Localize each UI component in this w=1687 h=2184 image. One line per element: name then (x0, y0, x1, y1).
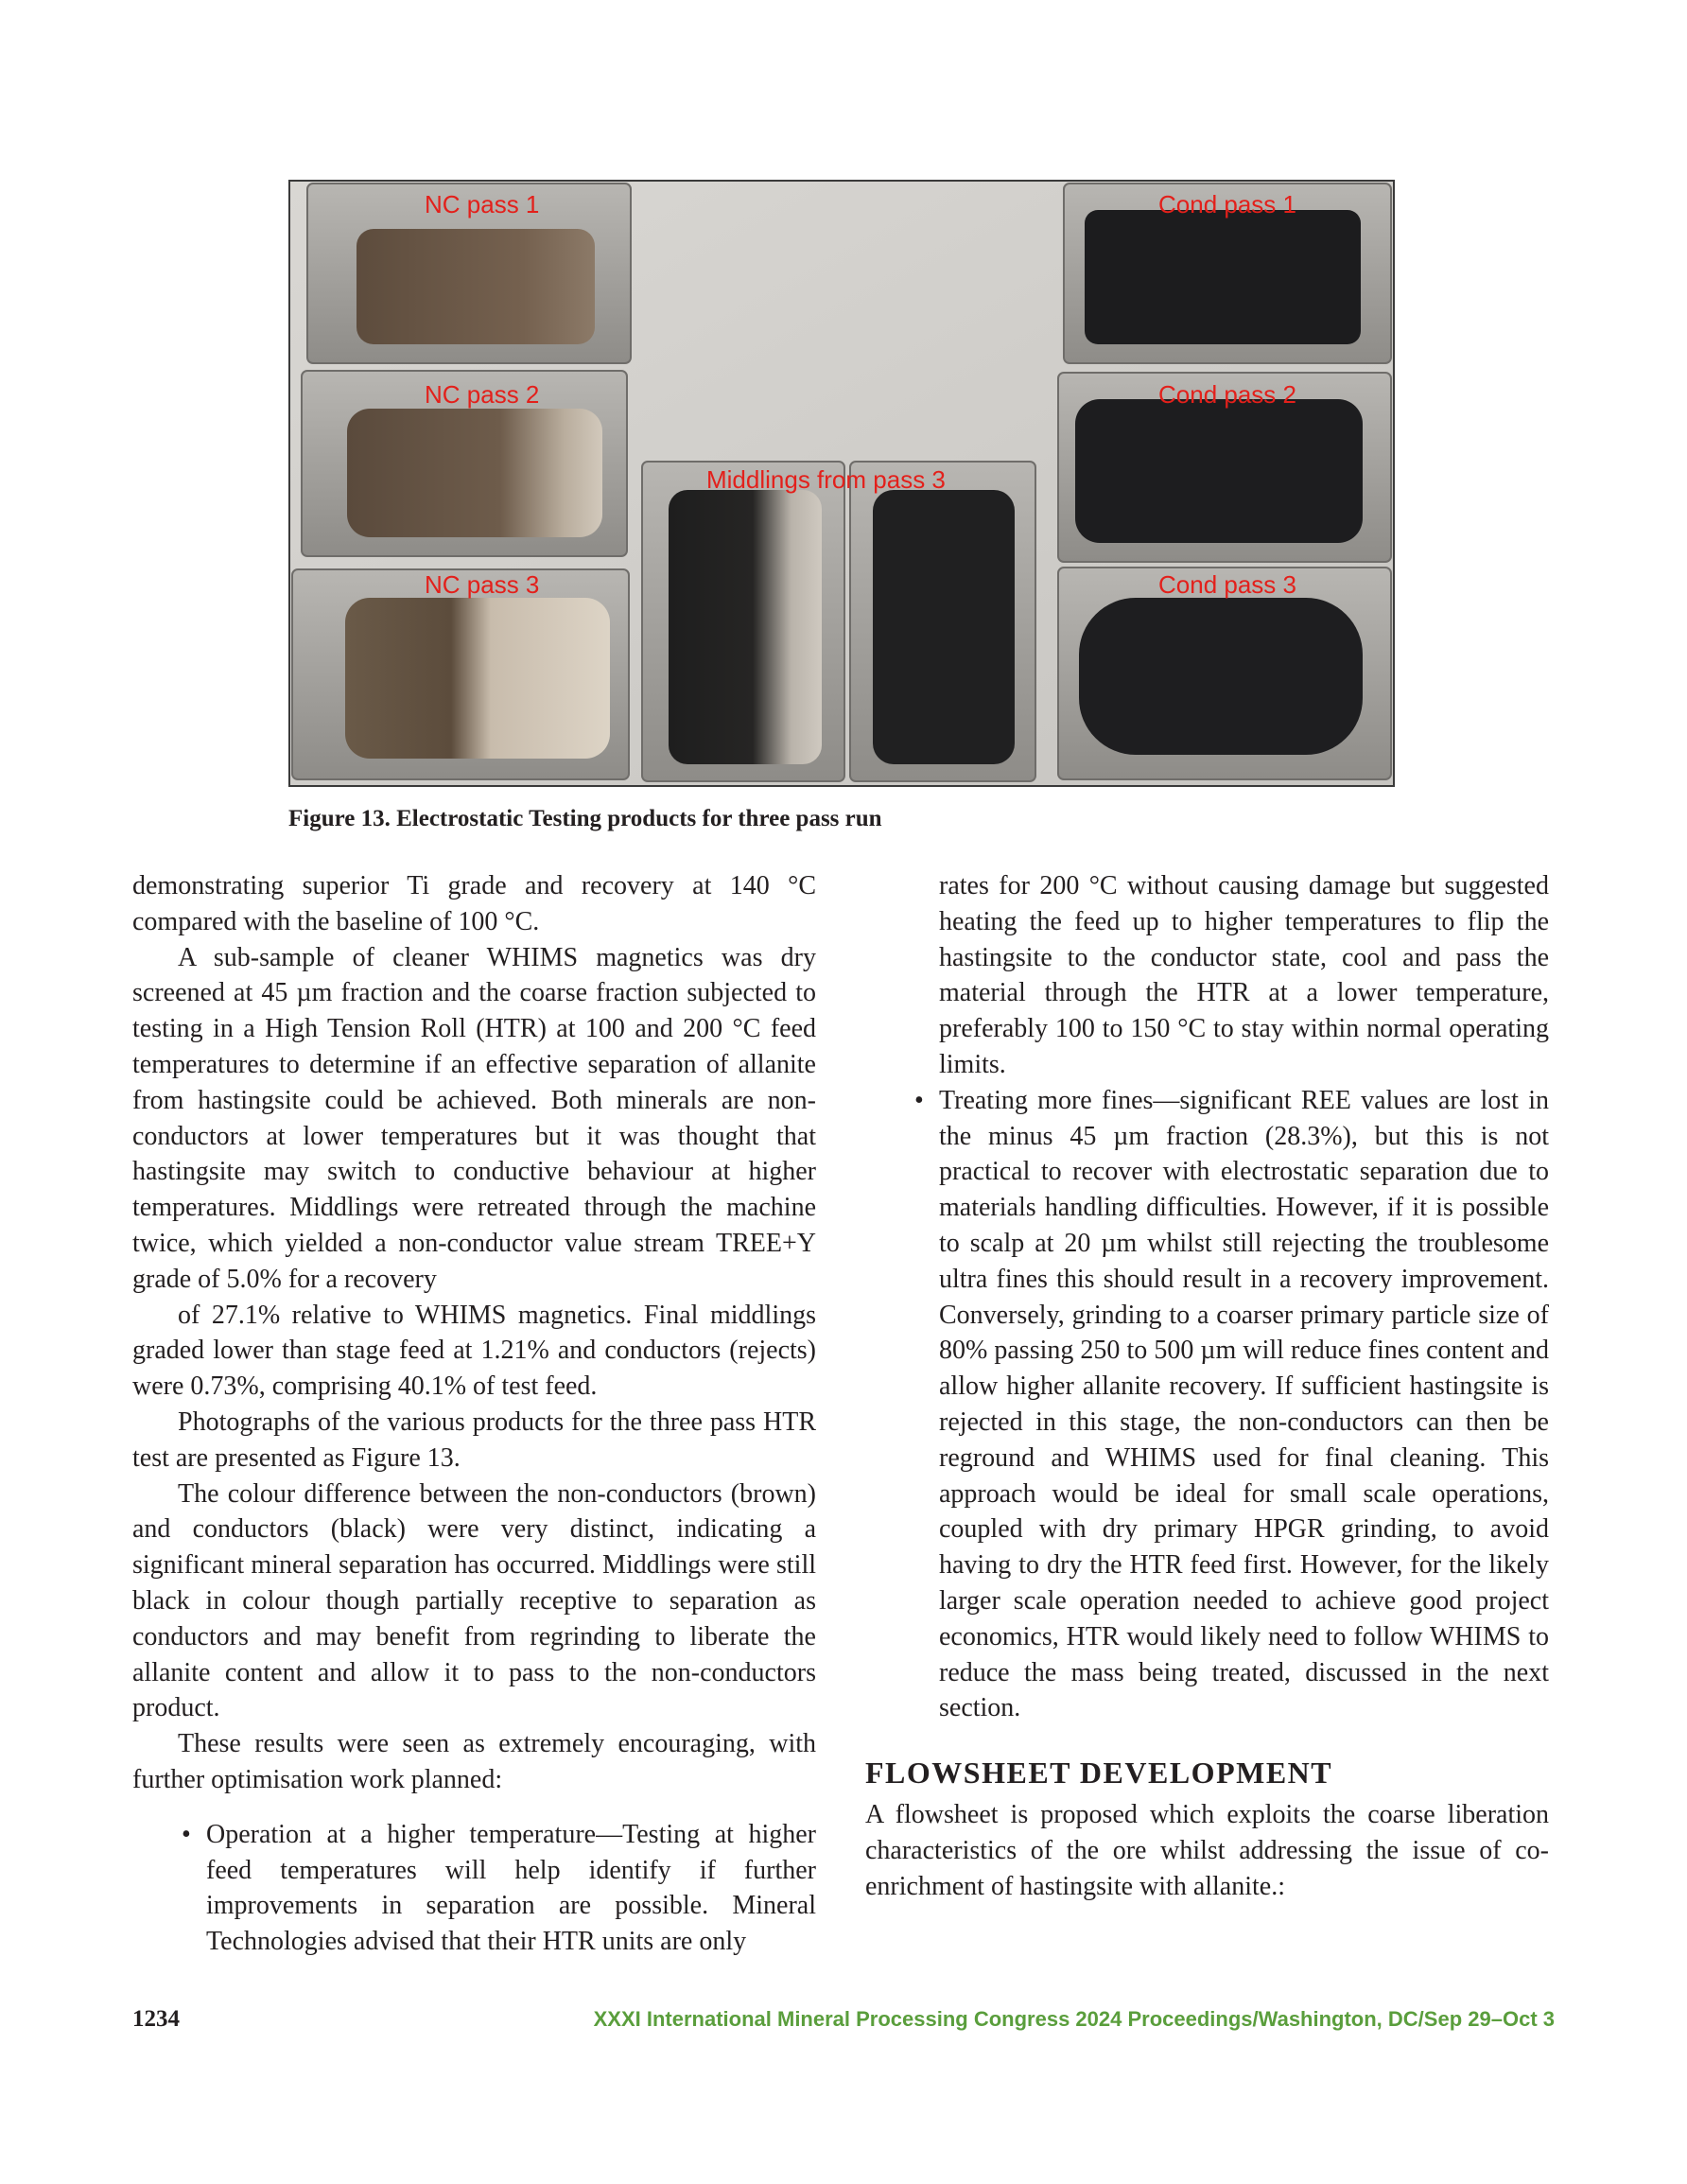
right-column (865, 868, 1549, 1904)
page-number: 1234 (132, 2006, 180, 2032)
label-middlings-pass-3: Middlings from pass 3 (706, 465, 946, 494)
figure-13-photo (288, 180, 1395, 787)
label-nc-pass-1: NC pass 1 (425, 190, 540, 218)
section-heading: FLOWSHEET DEVELOPMENT (865, 1756, 1333, 1791)
paragraph: A flowsheet is proposed which exploits the coarse liberation characteristics of the ore whilst addressing the issue of co-enrichment of hastingsite with allanite.: (865, 1799, 1549, 1901)
label-nc-pass-3: NC pass 3 (425, 570, 540, 599)
list-item-continued (939, 868, 1549, 1083)
list-item-text: Operation at a higher temperature—Testing at higher feed temperatures will help identify if further improvements in separation are possible. Mineral Technologies advised that their HTR units are only (206, 1819, 816, 1957)
label-nc-pass-2: NC pass 2 (425, 380, 540, 409)
label-cond-pass-3: Cond pass 3 (1158, 570, 1296, 599)
trays-illustration (290, 182, 1393, 785)
list-item (182, 1817, 816, 1960)
paragraph: A sub-sample of cleaner WHIMS magnetics was dry screened at 45 µm fraction and the coarse fraction subjected to testing in a High Tension Roll (HTR) at 100 and 200 °C feed temperatures to determine if an effective separation of allanite from hastingsite could be achieved. Both minerals are non-conductors at lower temperatures but it was thought that hastingsite may switch to conductive behaviour at higher temperatures. Middlings were retreated through the machine twice, which yielded a non-conductor value stream TREE+Y grade of 5.0% for a recovery (132, 942, 816, 1294)
paragraph: The colour difference between the non-conductors (brown) and conductors (black) were very distinct, indicating a significant mineral separation has occurred. Middlings were still black in colour though partially receptive to separation as conductors and may benefit from regrinding to liberate the allanite content and allow it to pass to the non-conductors product. (132, 1478, 816, 1723)
paragraph: Photographs of the various products for the three pass HTR test are presented as Figure 13. (132, 1406, 816, 1473)
list-item-text: rates for 200 °C without causing damage but suggested heating the feed up to higher temperatures to flip the hastingsite to the conductor state, cool and pass the material through the HTR at a lower temperature, preferably 100 to 150 °C to stay within normal operating limits. (939, 871, 1549, 1079)
left-column (132, 868, 816, 1960)
figure-caption: Figure 13. Electrostatic Testing products for three pass run (288, 806, 882, 831)
bullet-list (132, 1817, 816, 1960)
bullet-icon: • (182, 1819, 191, 1849)
paragraph: demonstrating superior Ti grade and recovery at 140 °C compared with the baseline of 100 °C. (132, 871, 816, 936)
paragraph: These results were seen as extremely encouraging, with further optimisation work planned: (132, 1729, 816, 1794)
list-item-text: Treating more fines—significant REE values are lost in the minus 45 µm fraction (28.3%), but this is not practical to recover with electrostatic separation due to materials handling difficulties. However, if it is possible to scalp at 20 µm whilst still rejecting the troublesome ultra fines this should result in a recovery improvement. Conversely, grinding to a coarser primary particle size of 80% passing 250 to 500 µm will reduce fines content and allow higher allanite recovery. If sufficient hastingsite is rejected in this stage, the non-conductors can then be reground and WHIMS used for final cleaning. This approach would be ideal for small scale operations, coupled with dry primary HPGR grinding, to avoid having to dry the HTR feed first. However, for the likely larger scale operation needed to achieve good project economics, HTR would likely need to follow WHIMS to reduce the mass being treated, discussed in the next section. (939, 1085, 1549, 1723)
bullet-list-continued (865, 868, 1549, 1726)
running-footer: XXXI International Mineral Processing Congress 2024 Proceedings/Washington, DC/Sep 29–Oct 3 (593, 2007, 1555, 2031)
bullet-icon: • (914, 1085, 924, 1115)
paragraph: of 27.1% relative to WHIMS magnetics. Final middlings graded lower than stage feed at 1.21% and conductors (rejects) were 0.73%, comprising 40.1% of test feed. (132, 1300, 816, 1402)
label-cond-pass-2: Cond pass 2 (1158, 380, 1296, 409)
label-cond-pass-1: Cond pass 1 (1158, 190, 1296, 218)
list-item (914, 1083, 1549, 1726)
